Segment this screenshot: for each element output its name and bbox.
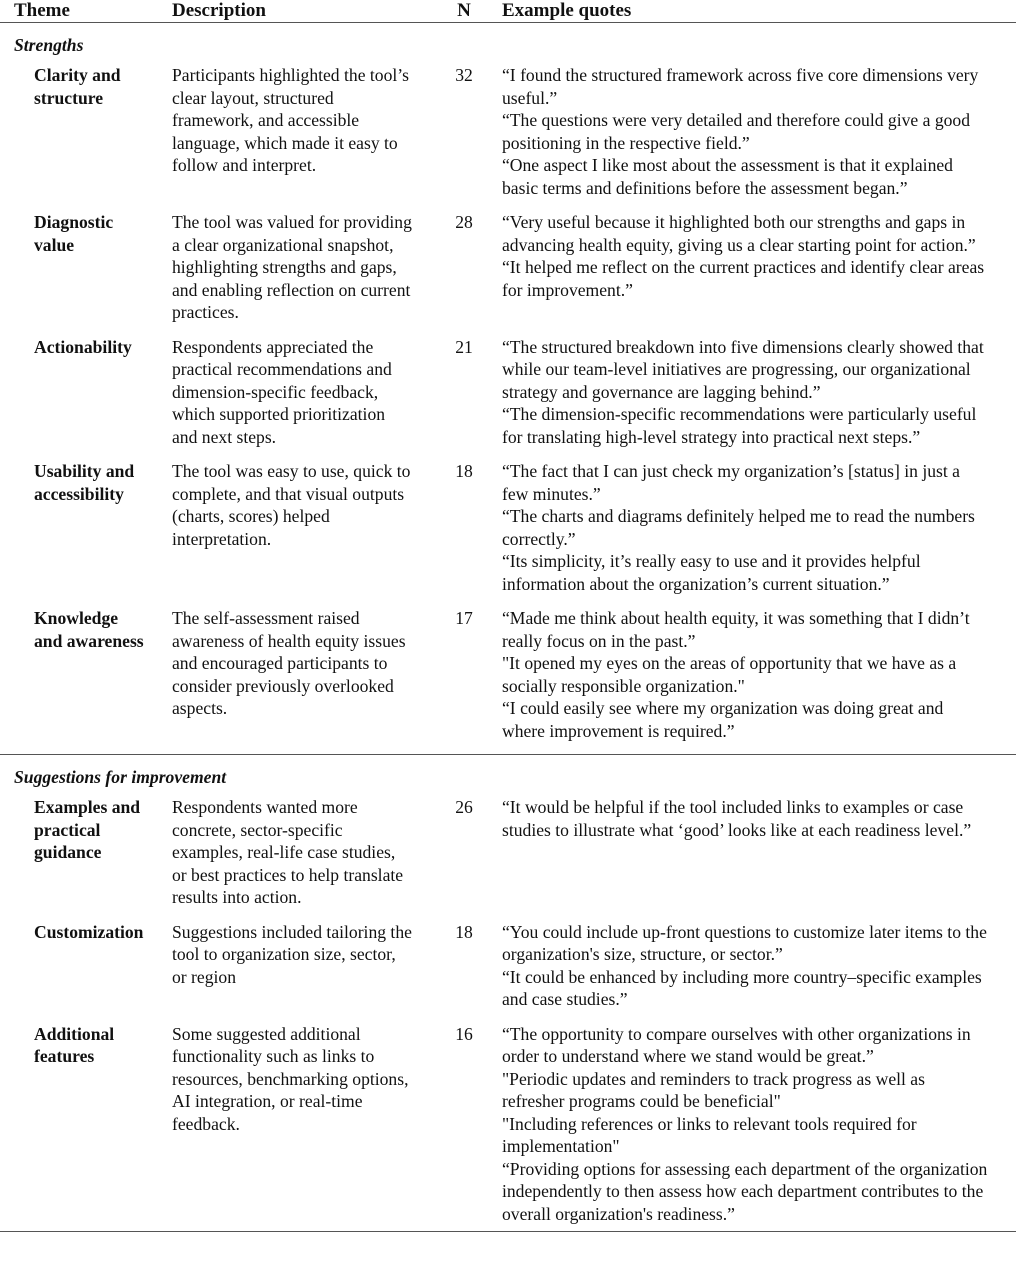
count-cell: 21 — [455, 336, 473, 357]
example-quote: “I found the structured framework across five core dimensions very useful.” — [502, 65, 979, 108]
example-quote: “The structured breakdown into five dimensions clearly showed that while our team-level initiatives are progressing, our organizational strategy and governance are lagging behind.” — [502, 336, 984, 402]
theme-cell: Additional features — [0, 1023, 156, 1232]
table-row — [0, 460, 1016, 607]
section-title: Suggestions for improvement — [0, 755, 1016, 797]
example-quote: “The charts and diagrams definitely helped me to read the numbers correctly.” — [502, 506, 975, 549]
example-quote: "Periodic updates and reminders to track progress as well as refresher programs could be beneficial" — [502, 1068, 925, 1111]
table-row — [0, 336, 1016, 461]
count-cell: 28 — [455, 212, 473, 232]
theme-cell: Examples and practical guidance — [34, 797, 141, 862]
table-row — [0, 1023, 1016, 1232]
example-quote: "Including references or links to relevant tools required for implementation" — [502, 1113, 917, 1156]
example-quote: “The fact that I can just check my organization’s [status] in just a few minutes.” — [502, 461, 960, 504]
quotes-cell — [502, 64, 1016, 211]
theme-cell: Knowledge and awareness — [34, 608, 144, 651]
example-quote: “It could be enhanced by including more country–specific examples and case studies.” — [502, 966, 982, 1009]
table-row — [0, 64, 1016, 211]
table-row — [0, 211, 1016, 336]
description-cell: The tool was valued for providing a clear organizational snapshot, highlighting strengths and gaps, and enabling reflection on current practices. — [172, 212, 412, 322]
example-quote: “Made me think about health equity, it was something that I didn’t really focus on in the past.” — [502, 608, 970, 651]
table-body — [0, 23, 1016, 1232]
section-title: Strengths — [14, 35, 84, 55]
example-quote: “Very useful because it highlighted both our strengths and gaps in advancing health equity, giving us a clear starting point for action.” — [502, 212, 976, 255]
quotes-cell — [502, 1023, 1016, 1232]
description-cell: Suggestions included tailoring the tool to organization size, sector, or region — [172, 921, 412, 987]
description-cell: The self-assessment raised awareness of health equity issues and encouraged participants to consider previously overlooked aspects. — [172, 608, 406, 718]
quotes-cell — [502, 211, 1016, 336]
header-row — [0, 0, 1016, 23]
theme-cell: Usability and accessibility — [34, 461, 135, 504]
theme-cell: Clarity and structure — [34, 65, 121, 108]
example-quote: “You could include up-front questions to customize later items to the organization's size, structure, or sector.” — [502, 921, 987, 964]
description-cell: The tool was easy to use, quick to complete, and that visual outputs (charts, scores) helped interpretation. — [172, 461, 411, 549]
example-quote: “Providing options for assessing each department of the organization independently to then assess how each department contributes to the overall organization's readiness.” — [502, 1158, 988, 1224]
description-cell: Participants highlighted the tool’s clear layout, structured framework, and accessible language, which made it easy to follow and interpret. — [172, 65, 409, 175]
example-quote: “It would be helpful if the tool included links to examples or case studies to illustrate what ‘good’ looks like at each readiness level.” — [502, 797, 972, 840]
quotes-cell — [502, 460, 1016, 607]
table-row — [0, 796, 1016, 921]
count-cell: 26 — [455, 797, 473, 817]
description-cell: Respondents appreciated the practical recommendations and dimension-specific feedback, which supported prioritization and next steps. — [172, 336, 392, 447]
quotes-cell — [502, 796, 1016, 921]
quotes-cell — [502, 607, 1016, 755]
header-quotes: Example quotes — [502, 0, 1016, 23]
count-cell: 16 — [426, 1023, 502, 1232]
example-quote: “It helped me reflect on the current practices and identify clear areas for improvement.” — [502, 257, 985, 300]
theme-cell: Actionability — [34, 336, 132, 357]
section-row — [0, 23, 1016, 65]
table-row — [0, 921, 1016, 1023]
count-cell: 18 — [455, 921, 473, 942]
example-quote: “The opportunity to compare ourselves with other organizations in order to understand where we stand would be great.” — [502, 1023, 971, 1066]
example-quote: “I could easily see where my organization was doing great and where improvement is required.” — [502, 698, 944, 741]
description-cell: Respondents wanted more concrete, sector-specific examples, real-life case studies, or best practices to help translate results into action. — [172, 797, 404, 907]
theme-cell: Diagnostic value — [34, 212, 114, 255]
example-quote: “Its simplicity, it’s really easy to use and it provides helpful information about the organization’s current situation.” — [502, 551, 921, 594]
quotes-cell — [502, 921, 1016, 1023]
table-row — [0, 607, 1016, 755]
count-cell: 18 — [455, 461, 473, 481]
example-quote: "It opened my eyes on the areas of opportunity that we have as a socially responsible organization." — [502, 653, 957, 696]
description-cell: Some suggested additional functionality such as links to resources, benchmarking options, AI integration, or real-time feedback. — [156, 1023, 426, 1232]
quotes-cell — [502, 336, 1016, 461]
section-row — [0, 755, 1016, 797]
theme-cell: Customization — [34, 921, 144, 942]
example-quote: “The questions were very detailed and therefore could give a good positioning in the respective field.” — [502, 110, 971, 153]
example-quote: “One aspect I like most about the assessment is that it explained basic terms and definitions before the assessment began.” — [502, 155, 953, 198]
count-cell: 32 — [455, 65, 473, 85]
example-quote: “The dimension-specific recommendations were particularly useful for translating high-level strategy into practical next steps.” — [502, 404, 977, 447]
header-theme: Theme — [0, 0, 156, 23]
header-description: Description — [156, 0, 426, 23]
header-n: N — [426, 0, 502, 23]
count-cell: 17 — [455, 608, 473, 628]
